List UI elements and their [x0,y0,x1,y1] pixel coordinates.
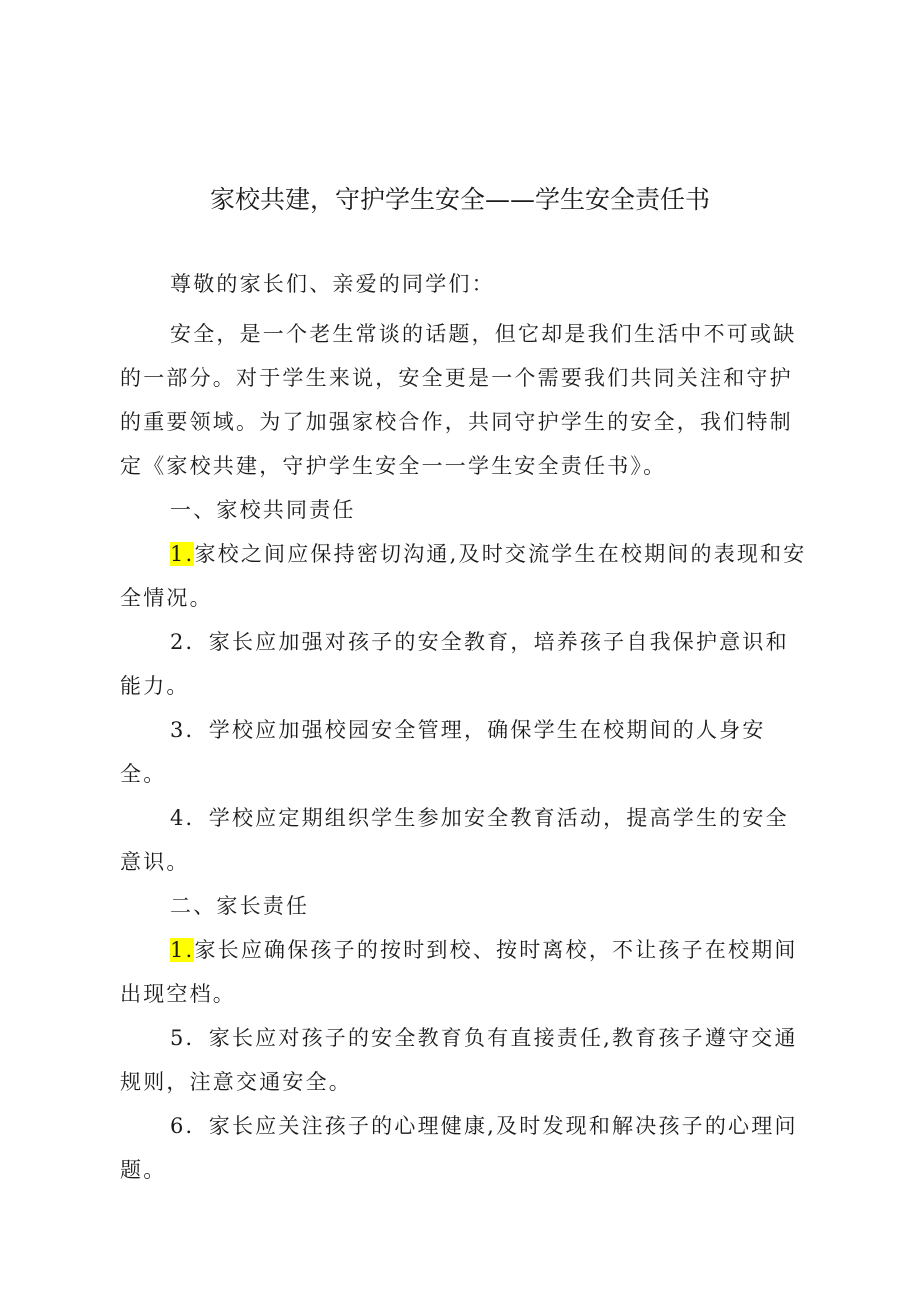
item-number: 3． [170,718,209,742]
document-title: 家校共建，守护学生安全——学生安全责任书 [209,185,710,214]
list-item [120,1016,810,1104]
item-number: 6． [170,1114,209,1138]
item-number: 4． [170,806,209,830]
item-number-highlighted: 1. [170,938,195,962]
list-item [120,1104,810,1192]
item-number-highlighted: 1. [170,542,195,566]
item-text: 家校之间应保持密切沟通,及时交流学生在校期间的表现和安全情况。 [120,542,807,610]
salutation: 尊敬的家长们、亲爱的同学们： [170,272,495,296]
item-text: 学校应定期组织学生参加安全教育活动，提高学生的安全意识。 [120,806,789,874]
section-heading: 二、家长责任 [170,894,310,918]
item-text: 家长应确保孩子的按时到校、按时离校，不让孩子在校期间出现空档。 [120,938,798,1006]
item-number: 2． [170,630,209,654]
list-item [120,708,810,796]
item-text: 学校应加强校园安全管理，确保学生在校期间的人身安全。 [120,718,766,786]
list-item [120,796,810,884]
list-item [120,532,810,620]
section-heading: 一、家校共同责任 [170,498,356,522]
list-item [120,620,810,708]
item-text: 家长应对孩子的安全教育负有直接责任,教育孩子遵守交通规则，注意交通安全。 [120,1026,798,1094]
item-text: 家长应加强对孩子的安全教育，培养孩子自我保护意识和能力。 [120,630,789,698]
document-body [120,262,810,1192]
item-number: 5． [170,1026,209,1050]
list-item [120,928,810,1016]
item-text: 家长应关注孩子的心理健康,及时发现和解决孩子的心理问题。 [120,1114,798,1182]
intro-paragraph: 安全，是一个老生常谈的话题，但它却是我们生活中不可或缺的一部分。对于学生来说，安全更是一个需要我们共同关注和守护的重要领域。为了加强家校合作，共同守护学生的安全，我们特制定《家校共建，守护学生安全一一学生安全责任书》。 [120,322,797,478]
